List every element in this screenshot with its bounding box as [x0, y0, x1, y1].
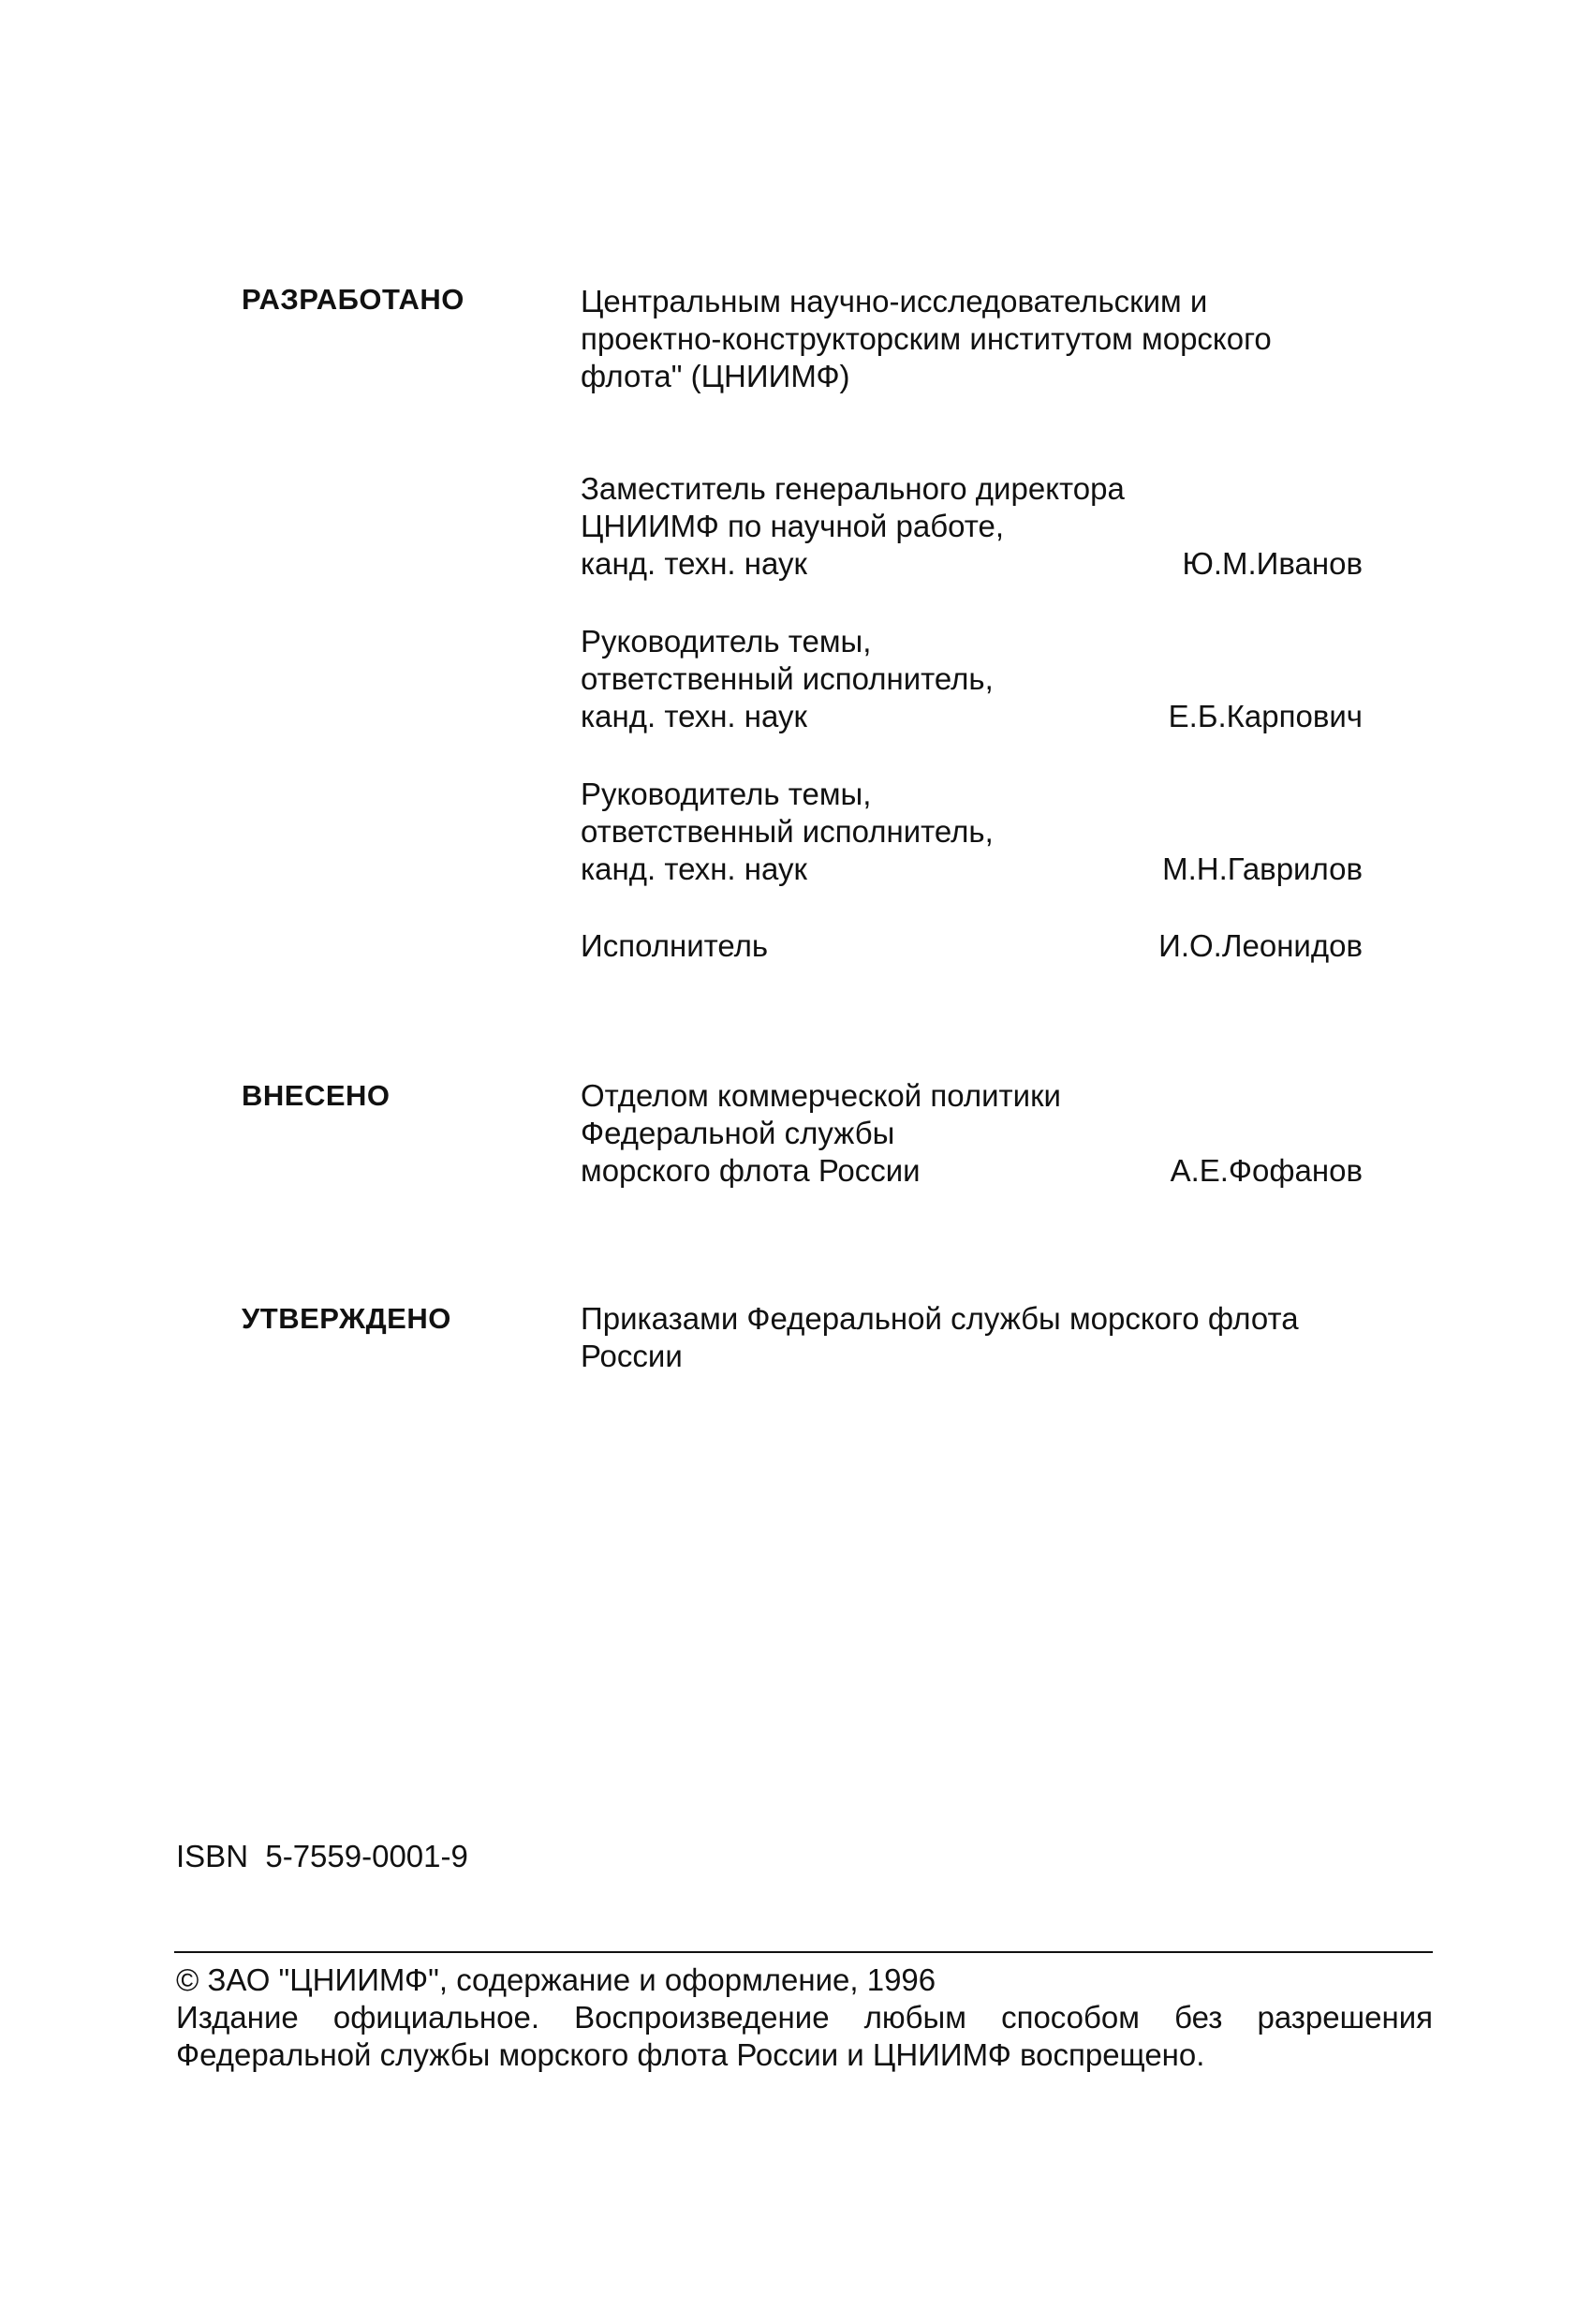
notice-line: Издание официальное. Воспроизведение любым способом без разрешения	[176, 2000, 1433, 2035]
introduced-line: Федеральной службы	[581, 1116, 895, 1150]
person-name: Е.Б.Карпович	[1168, 699, 1363, 733]
introduced-name: А.Е.Фофанов	[1170, 1153, 1363, 1188]
person-position-line: Исполнитель	[581, 928, 769, 963]
person-name: Ю.М.Иванов	[1182, 546, 1363, 581]
person-position-line: Заместитель генерального директора	[581, 471, 1125, 506]
footer-divider	[174, 1951, 1433, 1953]
developed-label: РАЗРАБОТАНО	[242, 283, 464, 316]
person-name: М.Н.Гаврилов	[1162, 851, 1363, 886]
introduced-line: Отделом коммерческой политики	[581, 1078, 1061, 1113]
person-position-line: Руководитель темы,	[581, 777, 872, 811]
person-position-line: ЦНИИМФ по научной работе,	[581, 509, 1005, 543]
approved-label: УТВЕРЖДЕНО	[242, 1302, 451, 1335]
person-position-line: канд. техн. наук	[581, 851, 807, 886]
introduced-line: морского флота России	[581, 1153, 921, 1188]
approved-line: Приказами Федеральной службы морского флота	[581, 1301, 1299, 1336]
introduced-label: ВНЕСЕНО	[242, 1079, 391, 1112]
person-name: И.О.Леонидов	[1158, 928, 1363, 963]
developed-org-line: Центральным научно-исследовательским и	[581, 284, 1208, 318]
person-position-line: ответственный исполнитель,	[581, 814, 994, 849]
notice-line: Федеральной службы морского флота России и ЦНИИМФ воспрещено.	[176, 2037, 1205, 2072]
copyright-line: © ЗАО "ЦНИИМФ", содержание и оформление, 1996	[176, 1962, 936, 1997]
developed-org-line: проектно-конструкторским институтом морского	[581, 321, 1272, 356]
person-position-line: канд. техн. наук	[581, 699, 807, 733]
person-position-line: Руководитель темы,	[581, 624, 872, 659]
person-position-line: ответственный исполнитель,	[581, 661, 994, 696]
approved-line: России	[581, 1339, 683, 1373]
person-position-line: канд. техн. наук	[581, 546, 807, 581]
isbn: ISBN 5-7559-0001-9	[176, 1839, 468, 1873]
developed-org-line: флота" (ЦНИИМФ)	[581, 359, 850, 393]
